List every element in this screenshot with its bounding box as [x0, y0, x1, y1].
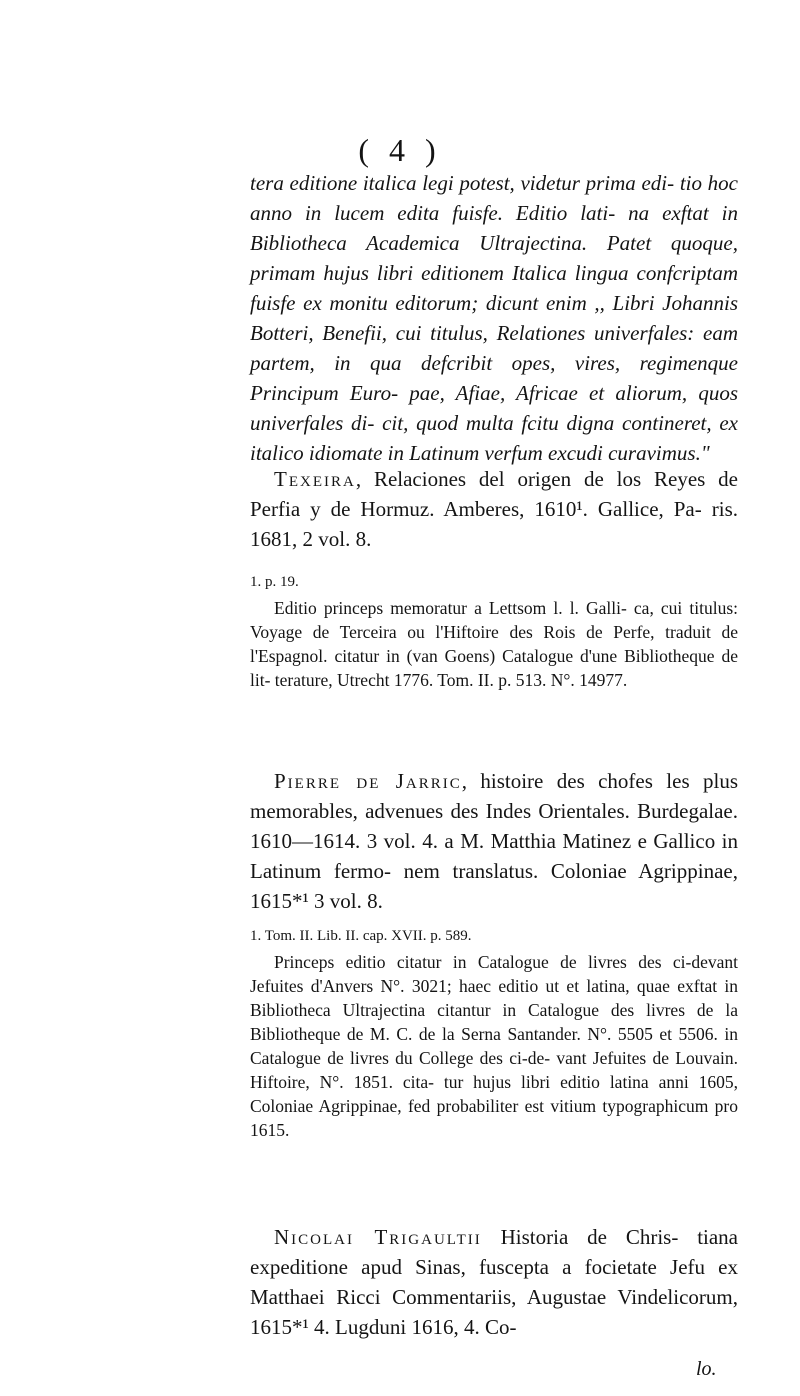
catchword: lo.: [696, 1358, 717, 1380]
author-name: Nicolai Trigaultii: [274, 1225, 482, 1249]
entry-texeira: [250, 464, 738, 554]
entry-text: [250, 766, 738, 916]
page-number: ( 4 ): [358, 132, 442, 168]
author-name: Pierre de Jarric: [274, 769, 462, 793]
entry-text: [250, 464, 738, 554]
entry-body: Historia de Chris- tiana expeditione apud Sinas, fuscepta a focietate Jefu ex Matthaei Ricci Commentariis, Augustae Vindelicorum, 1615*¹ 4. Lugduni 1616, 4. Co-: [250, 1225, 738, 1339]
entry-jarric: [250, 766, 738, 916]
entry-trigaultius: [250, 1222, 738, 1342]
footnote-texeira: [250, 570, 738, 692]
entry-text: [250, 1222, 738, 1342]
footnote-ref: 1. p. 19.: [250, 574, 299, 590]
paragraph-continuation: [250, 168, 738, 468]
paragraph-text: tera editione italica legi potest, videtur prima edi- tio hoc anno in lucem edita fuisfe. Editio lati- na exftat in Bibliotheca Academica Ultrajectina. Patet quoque, primam hujus libri editionem Italica lingua confcriptam fuisfe ex monitu editorum; dicunt enim ,, Libri Johannis Botteri, Benefii, cui titulus, Relationes univerfales: eam partem, in qua defcribit opes, vires, regimenque Principum Euro- pae, Afiae, Africae et aliorum, quos univerfales di- cit, quod multa fcitu digna contineret, ex italico idiomate in Latinum verfum excudi curavimus.": [250, 171, 738, 465]
footnote-ref: 1. Tom. II. Lib. II. cap. XVII. p. 589.: [250, 928, 472, 944]
author-name: Texeira: [274, 467, 356, 491]
footnote-text: Princeps editio citatur in Catalogue de livres des ci-devant Jefuites d'Anvers N°. 3021; haec editio ut et latina, quae exftat in Bibliotheca Ultrajectina citantur in Catalogue des livres de la Bibliotheque de M. C. de la Serna Santander. N°. 5505 et 5506. in Catalogue de livres du College des ci-de- vant Jefuites de Louvain. Hiftoire, N°. 1851. cita- tur hujus libri editio latina anni 1605, Coloniae Agrippinae, fed probabiliter est vitium typographicum pro 1615.: [250, 952, 738, 1140]
footnote-text: Editio princeps memoratur a Lettsom l. l. Galli- ca, cui titulus: Voyage de Terceira ou l'Hiftoire des Rois de Perfe, traduit de l'Espagnol. citatur in (van Goens) Catalogue d'une Bibliotheque de lit- terature, Utrecht 1776. Tom. II. p. 513. N°. 14977.: [250, 598, 738, 690]
entry-body: , Relaciones del origen de los Reyes de Perfia y de Hormuz. Amberes, 1610¹. Gallice, Pa- ris. 1681, 2 vol. 8.: [250, 467, 738, 551]
entry-body: , histoire des chofes les plus memorables, advenues des Indes Orientales. Burdegalae. 1610—1614. 3 vol. 4. a M. Matthia Matinez e Gallico in Latinum fermo- nem translatus. Coloniae Agrippinae, 1615*¹ 3 vol. 8.: [250, 769, 738, 913]
footnote-jarric: [250, 924, 738, 1142]
